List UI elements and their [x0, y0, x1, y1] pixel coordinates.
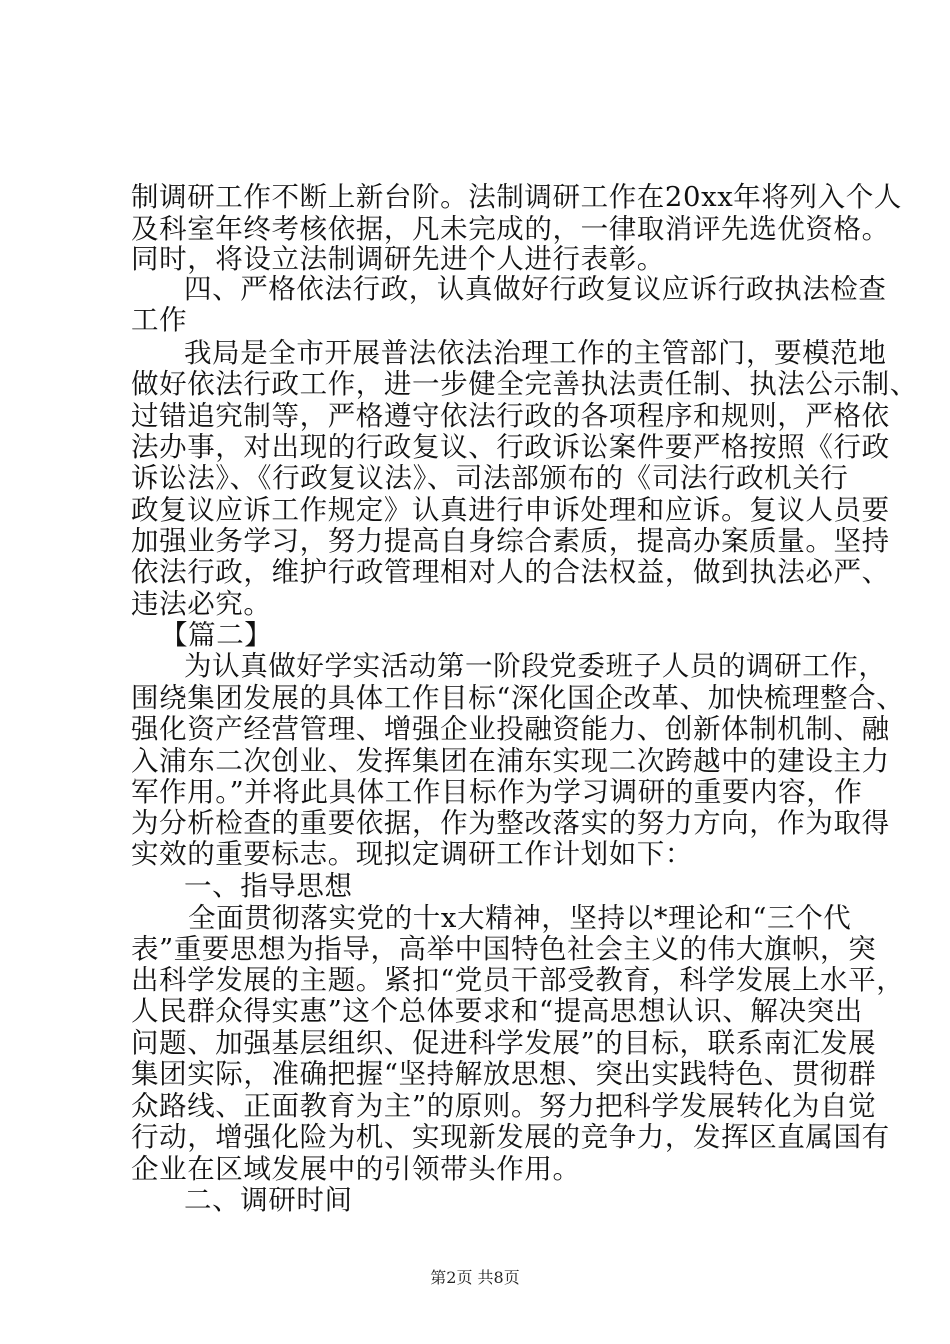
section-heading: 工作 [131, 304, 188, 336]
text-line: 及科室年终考核依据，凡未完成的，一律取消评先选优资格。 [131, 213, 890, 245]
text-line: 法办事，对出现的行政复议、行政诉讼案件要严格按照《行政 [131, 431, 890, 463]
text-line: 人民群众得实惠”这个总体要求和“提高思想认识、解决突出 [131, 995, 863, 1027]
text-line: 众路线、正面教育为主”的原则。努力把科学发展转化为自觉 [131, 1090, 877, 1122]
text-line: 我局是全市开展普法依法治理工作的主管部门，要模范地 [184, 337, 887, 369]
text-line: 企业在区域发展中的引领带头作用。 [131, 1153, 581, 1185]
text-line: 围绕集团发展的具体工作目标“深化国企改革、加快梳理整合、 [131, 682, 905, 714]
text-line: 政复议应诉工作规定》认真进行申诉处理和应诉。复议人员要 [131, 494, 890, 526]
text-line: 违法必究。 [131, 588, 272, 620]
part-heading: 【篇二】 [160, 619, 273, 651]
text-line: 做好依法行政工作，进一步健全完善执法责任制、执法公示制、 [131, 368, 918, 400]
section-heading: 二、调研时间 [184, 1184, 353, 1216]
text-line: 同时，将设立法制调研先进个人进行表彰。 [131, 243, 665, 275]
text-line: 表”重要思想为指导，高举中国特色社会主义的伟大旗帜，突 [131, 933, 877, 965]
text-line: 军作用。”并将此具体工作目标作为学习调研的重要内容，作 [131, 776, 863, 808]
text-line: 诉讼法》、《行政复议法》、司法部颁布的《司法行政机关行 [131, 462, 849, 494]
section-heading: 一、指导思想 [184, 870, 353, 902]
section-heading: 四、严格依法行政，认真做好行政复议应诉行政执法检查 [184, 273, 887, 305]
text-line: 为认真做好学实活动第一阶段党委班子人员的调研工作， [184, 650, 887, 682]
text-line: 加强业务学习，努力提高自身综合素质，提高办案质量。坚持 [131, 525, 890, 557]
text-line: 制调研工作不断上新台阶。法制调研工作在20xx年将列入个人 [131, 181, 902, 213]
text-line: 强化资产经营管理、增强企业投融资能力、创新体制机制、融 [131, 713, 890, 745]
text-line: 问题、加强基层组织、促进科学发展”的目标，联系南汇发展 [131, 1027, 877, 1059]
page-footer: 第2页 共8页 [430, 1268, 520, 1287]
text-line: 为分析检查的重要依据，作为整改落实的努力方向，作为取得 [131, 807, 890, 839]
text-line: 出科学发展的主题。紧扣“党员干部受教育，科学发展上水平， [131, 964, 905, 996]
text-line: 入浦东二次创业、发挥集团在浦东实现二次跨越中的建设主力 [131, 745, 890, 777]
text-line: 集团实际，准确把握“坚持解放思想、突出实践特色、贯彻群 [131, 1058, 877, 1090]
text-line: 过错追究制等，严格遵守依法行政的各项程序和规则，严格依 [131, 400, 890, 432]
text-line: 全面贯彻落实党的十x大精神，坚持以*理论和“三个代 [188, 902, 852, 934]
text-line: 依法行政，维护行政管理相对人的合法权益，做到执法必严、 [131, 556, 890, 588]
text-line: 实效的重要标志。现拟定调研工作计划如下： [131, 838, 693, 870]
text-line: 行动，增强化险为机、实现新发展的竞争力，发挥区直属国有 [131, 1121, 890, 1153]
